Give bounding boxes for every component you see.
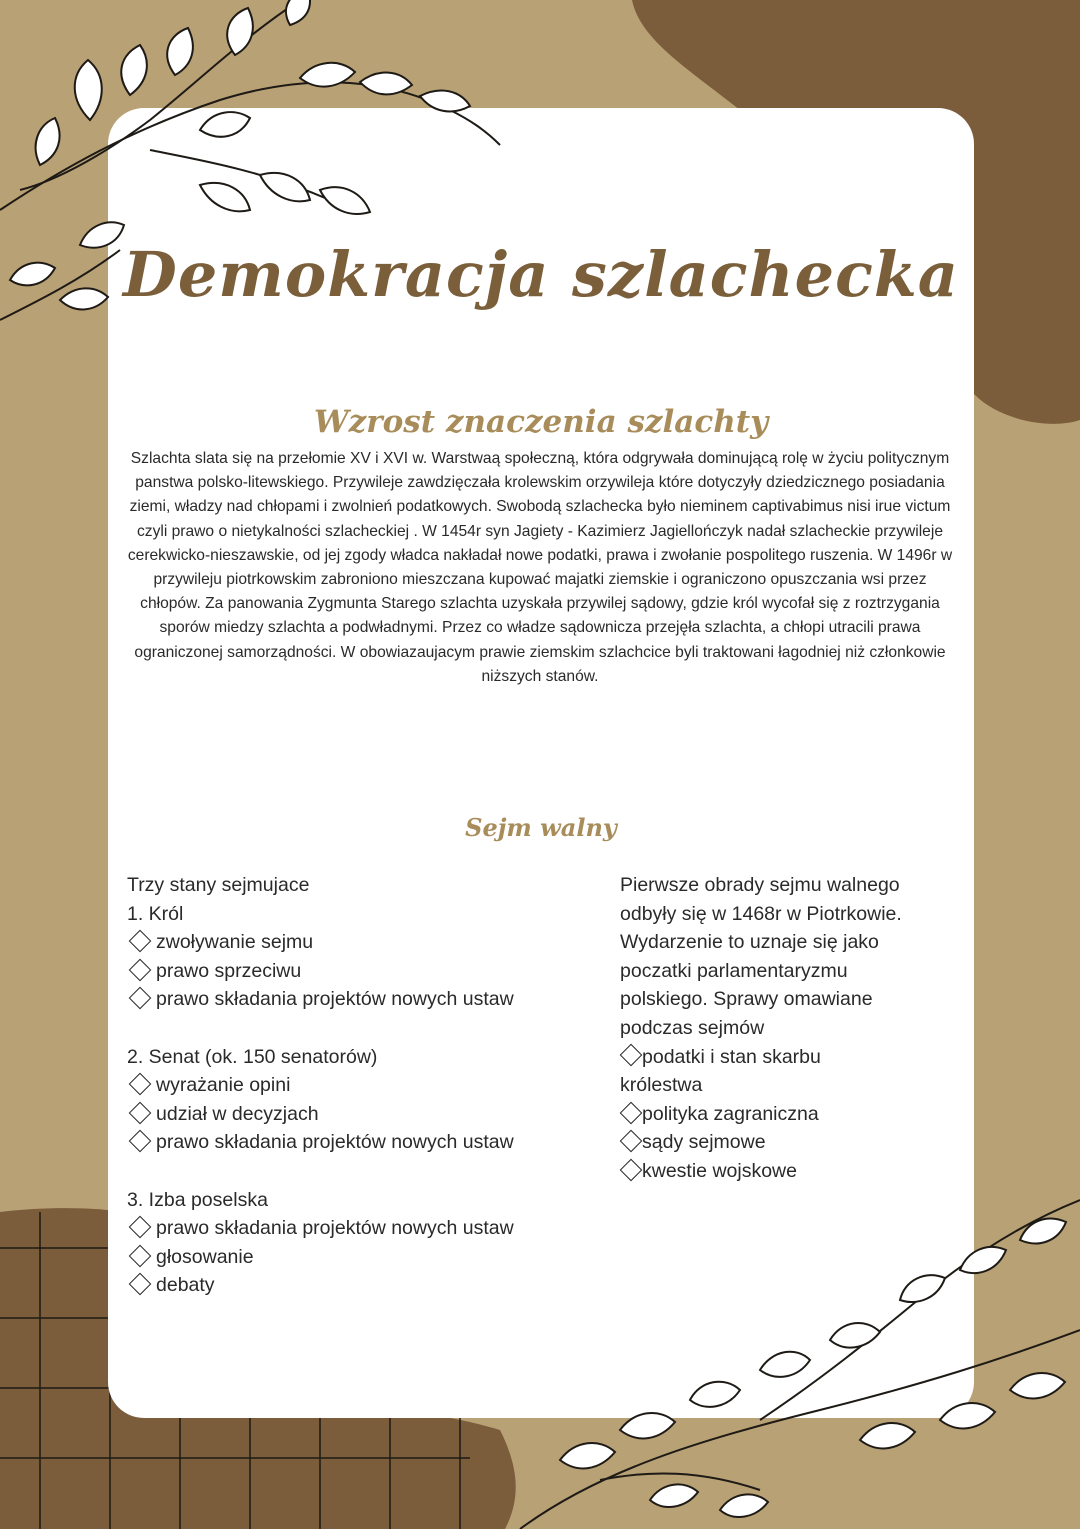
diamond-bullet-icon — [129, 1273, 152, 1296]
list-item: udział w decyzjach — [127, 1100, 597, 1129]
list-item: prawo składania projektów nowych ustaw — [127, 1214, 597, 1243]
text-line: polskiego. Sprawy omawiane — [620, 988, 873, 1011]
diamond-bullet-icon — [620, 1158, 643, 1181]
diamond-bullet-icon — [620, 1130, 643, 1153]
diamond-bullet-icon — [129, 1244, 152, 1267]
text-line: Pierwsze obrady sejmu walnego — [620, 874, 900, 896]
section-heading-wzrost: Wzrost znaczenia szlachty — [313, 404, 769, 440]
diamond-bullet-icon — [129, 1216, 152, 1239]
diamond-bullet-icon — [129, 1130, 152, 1153]
diamond-bullet-icon — [129, 1101, 152, 1124]
list-item: polityka zagraniczna — [620, 1100, 955, 1129]
sejm-description — [620, 871, 955, 1186]
list-item: prawo składania projektów nowych ustaw — [127, 1128, 597, 1157]
list-item: sądy sejmowe — [620, 1128, 955, 1157]
group-name: 1. Król — [127, 902, 184, 925]
diamond-bullet-icon — [129, 958, 152, 981]
diamond-bullet-icon — [129, 987, 152, 1010]
diamond-bullet-icon — [129, 1073, 152, 1096]
list-item: głosowanie — [127, 1243, 597, 1272]
list-item: prawo sprzeciwu — [127, 957, 597, 986]
list-item: wyrażanie opini — [127, 1071, 597, 1100]
list-item: prawo składania projektów nowych ustaw — [127, 985, 597, 1014]
stany-intro: Trzy stany sejmujace — [127, 874, 310, 896]
diamond-bullet-icon — [620, 1101, 643, 1124]
list-item: podatki i stan skarbu — [620, 1043, 955, 1072]
text-line: poczatki parlamentaryzmu — [620, 959, 848, 982]
list-item: zwoływanie sejmu — [127, 928, 597, 957]
text-line: podczas sejmów — [620, 1016, 765, 1039]
page-title: Demokracja szlachecka — [123, 238, 959, 311]
diamond-bullet-icon — [620, 1044, 643, 1067]
list-item: debaty — [127, 1271, 597, 1300]
text-line: odbyły się w 1468r w Piotrkowie. — [620, 902, 902, 925]
section-heading-sejm: Sejm walny — [465, 813, 617, 842]
group-name: 2. Senat (ok. 150 senatorów) — [127, 1045, 378, 1068]
list-item: kwestie wojskowe — [620, 1157, 955, 1186]
stany-list — [127, 871, 597, 1300]
list-item-continuation: królestwa — [620, 1074, 703, 1097]
text-line: Wydarzenie to uznaje się jako — [620, 931, 879, 954]
diamond-bullet-icon — [129, 930, 152, 953]
group-name: 3. Izba poselska — [127, 1188, 268, 1211]
section-paragraph: Szlachta slata się na przełomie XV i XVI w. Warstwaą społeczną, która odgrywała dominującą rolę w życiu politycznym panstwa polsko-litewskiego. Przywileje zawdzięczała krolewskim orzywileja które dotyczyły dziedzicznego posiadania ziemi, władzy nad chłopami i zwolnień podatkowych. Swobodą szlachecka było nieminem captivabimus nisi irue victum czyli prawo o nietykalności szlacheckiej . W 1454r syn Jagiety - Kazimierz Jagiellończyk nadał szlacheckie przywileje cerekwicko-nieszawskie, od jej zgody władca nakładał nowe podatki, prawa i zwołanie pospolitego ruszenia. W 1496r w przywileju piotrkowskim zabroniono mieszczana kupować majatki ziemskie i ograniczono opuszczania wsi przez chłopów. Za panowania Zygmunta Starego szlachta uzyskała przywilej sądowy, gdzie król wycofał się z roztrzygania sporów miedzy szlachta a podwładnymi. Przez co władze sądownicza przejęła szlachta, a chłopi utracili prawa ograniczonej samorządności. W obowiazaujacym prawie ziemskim szlachcice byli traktowani łagodniej niż członkowie niższych stanów. — [127, 450, 953, 685]
